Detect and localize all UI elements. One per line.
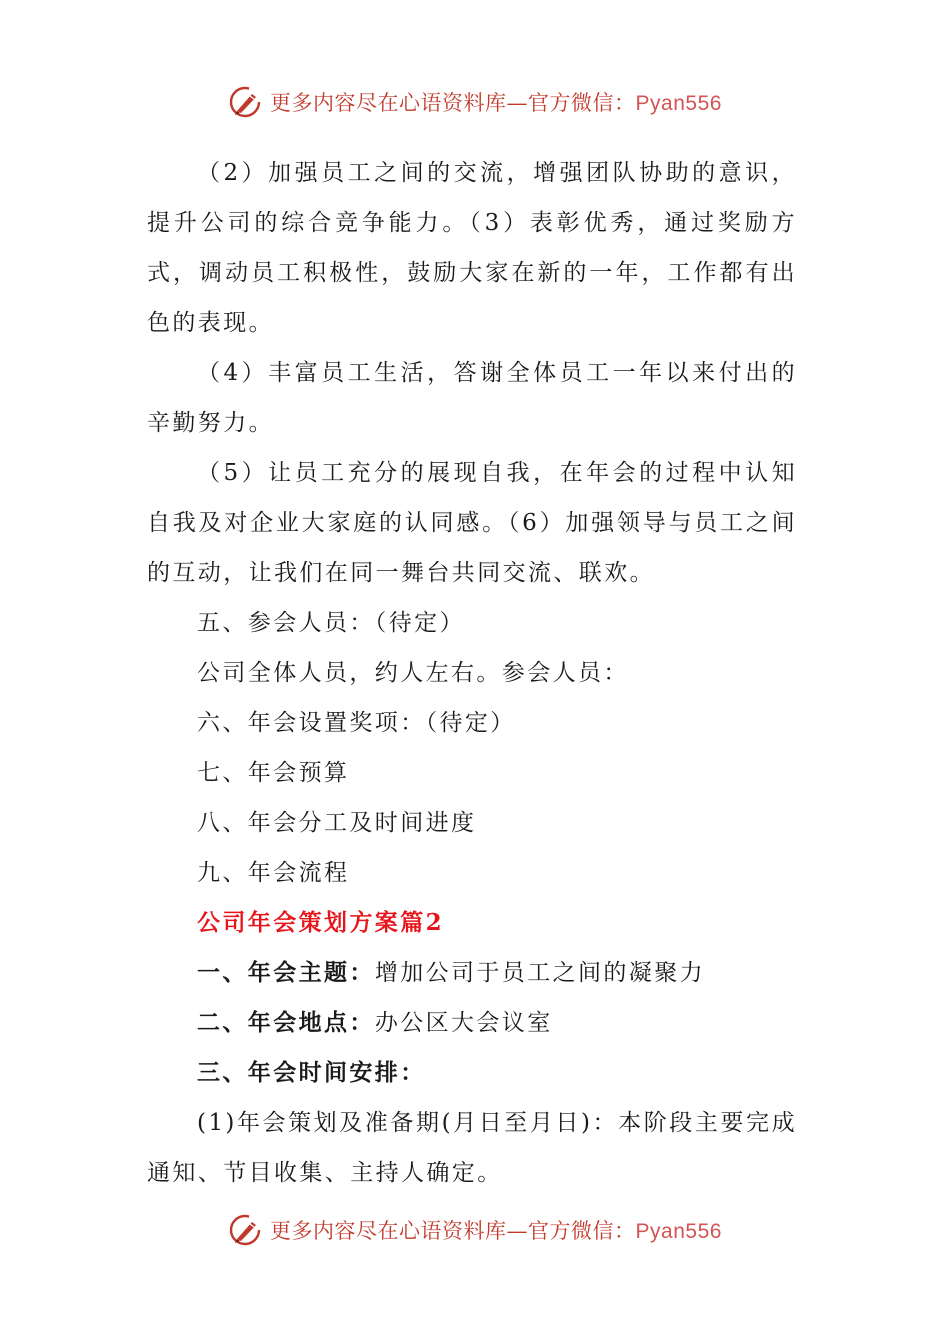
banner-dash: —	[506, 1219, 529, 1243]
banner-wechat-code: Pyan556	[635, 1220, 722, 1243]
attendees-detail: 公司全体人员，约人左右。参会人员：	[197, 660, 629, 686]
section-attendees: 五、参会人员：（待定）	[197, 610, 465, 636]
paragraph-goal-4: （4）丰富员工生活，答谢全体员工一年以来付出的辛勤努力。	[147, 360, 797, 436]
pen-circle-logo-icon	[228, 84, 264, 120]
document-body	[147, 148, 797, 1198]
pen-circle-logo-icon	[228, 1212, 264, 1248]
section-budget: 七、年会预算	[197, 760, 350, 786]
header-banner	[0, 82, 950, 122]
banner-main-text: 更多内容尽在心语资料库	[270, 1219, 507, 1243]
section-process: 九、年会流程	[197, 860, 350, 886]
section-awards: 六、年会设置奖项：（待定）	[197, 710, 516, 736]
time-paragraph-1: (1)年会策划及准备期(月日至月日)：本阶段主要完成通知、节目收集、主持人确定。	[147, 1110, 797, 1186]
banner-wechat-label: 官方微信：	[528, 91, 636, 115]
section2-title: 公司年会策划方案篇2	[197, 909, 445, 936]
theme-value: 增加公司于员工之间的凝聚力	[374, 960, 706, 986]
section-schedule: 八、年会分工及时间进度	[197, 810, 477, 836]
banner-wechat-code: Pyan556	[635, 92, 722, 115]
footer-banner	[0, 1210, 950, 1250]
paragraph-goals-5-6: （5）让员工充分的展现自我，在年会的过程中认知自我及对企业大家庭的认同感。（6）加强领导与员工之间的互动，让我们在同一舞台共同交流、联欢。	[147, 460, 797, 586]
theme-label: 一、年会主题：	[197, 959, 375, 986]
theme-line	[147, 948, 797, 998]
banner-main-text: 更多内容尽在心语资料库	[270, 91, 507, 115]
time-label: 三、年会时间安排：	[197, 1059, 426, 1086]
banner-text	[270, 87, 722, 117]
banner-dash: —	[506, 91, 529, 115]
banner-text	[270, 1215, 722, 1245]
place-label: 二、年会地点：	[197, 1009, 375, 1036]
banner-wechat-label: 官方微信：	[528, 1219, 636, 1243]
place-value: 办公区大会议室	[374, 1010, 553, 1036]
place-line	[147, 998, 797, 1048]
paragraph-goals-2-3: （2）加强员工之间的交流，增强团队协助的意识，提升公司的综合竞争能力。（3）表彰优秀，通过奖励方式，调动员工积极性，鼓励大家在新的一年，工作都有出色的表现。	[147, 160, 797, 336]
